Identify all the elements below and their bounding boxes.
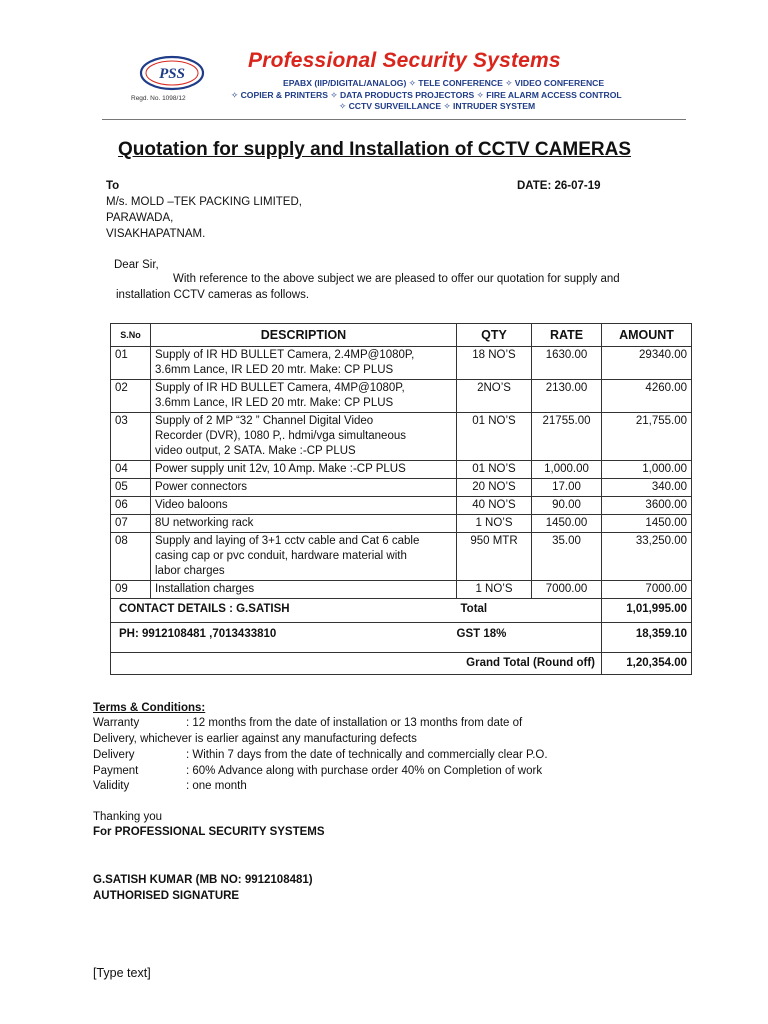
address-line-2: PARAWADA, (106, 212, 174, 224)
total-label: Total (457, 599, 602, 623)
row-sno: 04 (111, 461, 151, 479)
row-amount: 29340.00 (602, 347, 692, 380)
payment-label: Payment (93, 765, 139, 777)
thanking-you: Thanking you (93, 811, 163, 823)
description-line: Supply of IR HD BULLET Camera, 2.4MP@1080P, (155, 349, 415, 361)
description-line: Supply and laying of 3+1 cctv cable and Cat 6 cable (155, 535, 420, 547)
total-row (111, 599, 692, 623)
to-label: To (106, 180, 120, 192)
warranty-text-continued: Delivery, whichever is earlier against any manufacturing defects (93, 733, 417, 745)
header-sno: S.No (111, 324, 151, 347)
services-line-2: ✧ COPIER & PRINTERS ✧ DATA PRODUCTS PROJECTORS ✧ FIRE ALARM ACCESS CONTROL (231, 90, 622, 100)
header-rate: RATE (532, 324, 602, 347)
row-amount: 3600.00 (602, 497, 692, 515)
row-rate: 17.00 (532, 479, 602, 497)
table-row (111, 347, 692, 380)
table-row (111, 479, 692, 497)
row-amount: 1450.00 (602, 515, 692, 533)
description-line: 3.6mm Lance, IR LED 20 mtr. Make: CP PLUS (155, 364, 394, 376)
header-amount: AMOUNT (602, 324, 692, 347)
header-description: DESCRIPTION (151, 324, 457, 347)
row-sno: 07 (111, 515, 151, 533)
row-rate: 7000.00 (532, 581, 602, 599)
row-rate: 21755.00 (532, 413, 602, 461)
quotation-table (110, 323, 692, 675)
row-amount: 33,250.00 (602, 533, 692, 581)
gst-amount: 18,359.10 (602, 623, 692, 653)
row-qty: 1 NO’S (457, 581, 532, 599)
row-qty: 950 MTR (457, 533, 532, 581)
registration-number: Regd. No. 1098/12 (131, 95, 186, 102)
delivery-label: Delivery (93, 749, 135, 761)
row-amount: 4260.00 (602, 380, 692, 413)
address-line-1: M/s. MOLD –TEK PACKING LIMITED, (106, 196, 302, 208)
row-description: Power supply unit 12v, 10 Amp. Make :-CP PLUS (151, 461, 457, 479)
row-rate: 1630.00 (532, 347, 602, 380)
row-description: Installation charges (151, 581, 457, 599)
row-description: Power connectors (151, 479, 457, 497)
row-qty: 18 NO’S (457, 347, 532, 380)
row-rate: 90.00 (532, 497, 602, 515)
row-qty: 01 NO’S (457, 461, 532, 479)
row-sno: 03 (111, 413, 151, 461)
footer-placeholder: [Type text] (93, 966, 151, 980)
validity-label: Validity (93, 780, 130, 792)
payment-text: : 60% Advance along with purchase order 40% on Completion of work (186, 765, 543, 777)
signatory-name: G.SATISH KUMAR (MB NO: 9912108481) (93, 874, 313, 886)
row-description (151, 380, 457, 413)
gst-row (111, 623, 692, 653)
company-name: Professional Security Systems (248, 49, 561, 72)
row-sno: 01 (111, 347, 151, 380)
total-amount: 1,01,995.00 (602, 599, 692, 623)
contact-details: CONTACT DETAILS : G.SATISH (111, 599, 457, 623)
authorised-signature: AUTHORISED SIGNATURE (93, 890, 240, 902)
grand-total-label: Grand Total (Round off) (111, 653, 602, 675)
validity-text: : one month (186, 780, 247, 792)
delivery-text: : Within 7 days from the date of technically and commercially clear P.O. (186, 749, 548, 761)
row-sno: 09 (111, 581, 151, 599)
row-amount: 1,000.00 (602, 461, 692, 479)
row-rate: 1450.00 (532, 515, 602, 533)
contact-phone: PH: 9912108481 ,7013433810 (111, 623, 457, 653)
header-divider (102, 119, 686, 120)
row-description: 8U networking rack (151, 515, 457, 533)
description-line: Supply of IR HD BULLET Camera, 4MP@1080P, (155, 382, 405, 394)
row-qty: 1 NO’S (457, 515, 532, 533)
grand-total-amount: 1,20,354.00 (602, 653, 692, 675)
table-row (111, 581, 692, 599)
row-rate: 1,000.00 (532, 461, 602, 479)
description-line: Supply of 2 MP “32 ” Channel Digital Video (155, 415, 374, 427)
row-sno: 08 (111, 533, 151, 581)
description-line: labor charges (155, 565, 225, 577)
salutation: Dear Sir, (114, 259, 159, 271)
row-sno: 05 (111, 479, 151, 497)
letter-body-line-1: With reference to the above subject we are pleased to offer our quotation for supply and (173, 273, 620, 285)
row-qty: 20 NO’S (457, 479, 532, 497)
for-company: For PROFESSIONAL SECURITY SYSTEMS (93, 826, 325, 838)
services-line-3: ✧ CCTV SURVEILLANCE ✧ INTRUDER SYSTEM (339, 101, 536, 111)
row-description (151, 413, 457, 461)
description-line: casing cap or pvc conduit, hardware material with (155, 550, 407, 562)
row-rate: 2130.00 (532, 380, 602, 413)
row-amount: 7000.00 (602, 581, 692, 599)
gst-label: GST 18% (457, 623, 602, 653)
header-qty: QTY (457, 324, 532, 347)
table-header-row (111, 324, 692, 347)
description-line: 3.6mm Lance, IR LED 20 mtr. Make: CP PLUS (155, 397, 394, 409)
address-line-3: VISAKHAPATNAM. (106, 228, 206, 240)
row-qty: 40 NO’S (457, 497, 532, 515)
document-title: Quotation for supply and Installation of CCTV CAMERAS (118, 139, 631, 160)
row-rate: 35.00 (532, 533, 602, 581)
row-description (151, 533, 457, 581)
row-sno: 06 (111, 497, 151, 515)
table-row (111, 380, 692, 413)
row-description (151, 347, 457, 380)
table-row (111, 461, 692, 479)
row-qty: 2NO’S (457, 380, 532, 413)
pss-logo (139, 55, 205, 91)
table-row (111, 413, 692, 461)
warranty-text: : 12 months from the date of installation or 13 months from date of (186, 717, 523, 729)
row-sno: 02 (111, 380, 151, 413)
table-row (111, 533, 692, 581)
description-line: video output, 2 SATA. Make :-CP PLUS (155, 445, 356, 457)
quotation-date: DATE: 26-07-19 (517, 180, 601, 192)
warranty-label: Warranty (93, 717, 140, 729)
row-description: Video baloons (151, 497, 457, 515)
grand-total-row (111, 653, 692, 675)
services-line-1: EPABX (IIP/DIGITAL/ANALOG) ✧ TELE CONFERENCE ✧ VIDEO CONFERENCE (283, 78, 605, 88)
table-row (111, 497, 692, 515)
terms-heading: Terms & Conditions: (93, 702, 206, 714)
row-amount: 21,755.00 (602, 413, 692, 461)
table-row (111, 515, 692, 533)
description-line: Recorder (DVR), 1080 P,. hdmi/vga simultaneous (155, 430, 406, 442)
letter-body-line-2: installation CCTV cameras as follows. (116, 289, 310, 301)
logo-text: PSS (159, 66, 185, 82)
row-qty: 01 NO’S (457, 413, 532, 461)
row-amount: 340.00 (602, 479, 692, 497)
